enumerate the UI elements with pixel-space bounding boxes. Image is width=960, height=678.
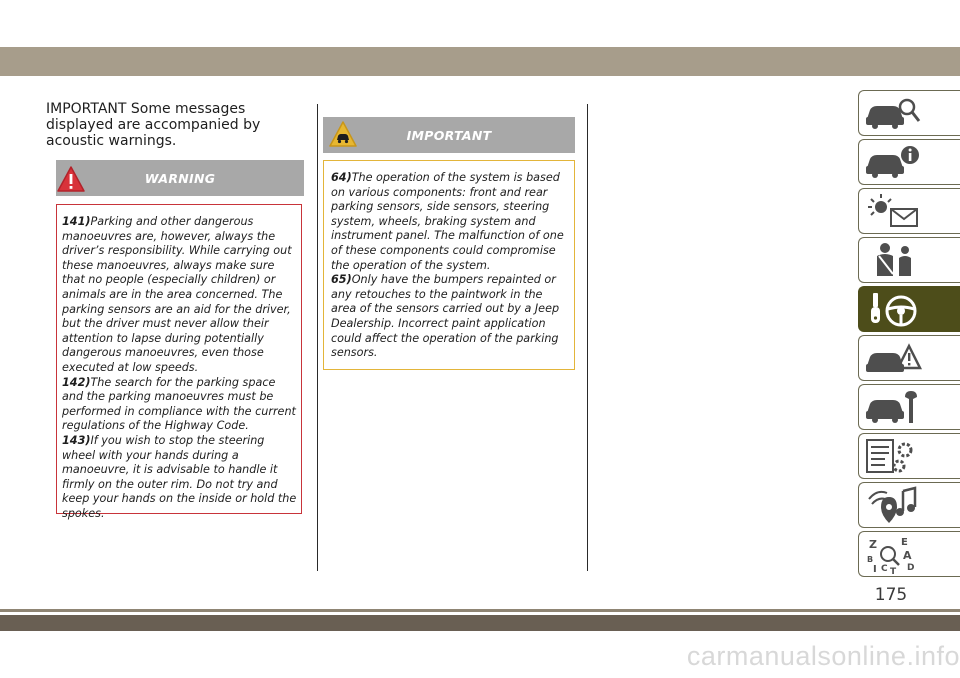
warning-title: WARNING <box>144 171 216 186</box>
intro-text: IMPORTANT Some messages displayed are accompanied by acoustic warnings. <box>46 101 261 149</box>
bottom-band-thin <box>0 609 960 612</box>
note-number: 143) <box>62 433 91 447</box>
seat-safety-icon <box>863 240 923 280</box>
alphabetical-index-icon <box>863 534 923 574</box>
tab-emergency[interactable] <box>858 335 960 381</box>
note-text: Only have the bumpers repainted or any retouches to the paintwork in the area of the sensors carried out by a Jeep Dealership. Incorrect paint application could affect the operation of the parking sensors. <box>331 273 560 360</box>
tab-starting-driving[interactable] <box>858 286 960 332</box>
bottom-band <box>0 615 960 631</box>
svg-text:T: T <box>890 567 897 574</box>
warning-light-message-icon <box>863 191 923 231</box>
note-text: Parking and other dangerous manoeuvres are, however, always the driver’s responsibility. While carrying out these manoeuvres, always make sure that no people (especially children) or animals are in the area concerned. The parking sensors are an aid for the driver, but the driver must never allow their attention to lapse during potentially dangerous manoeuvres, even those executed at low speeds. <box>62 215 292 374</box>
note-text: The search for the parking space and the parking manoeuvres must be performed in compliance with the current regulations of the Highway Code. <box>62 375 296 433</box>
warning-triangle-icon <box>56 165 86 193</box>
svg-text:A: A <box>903 549 912 562</box>
footer-site-watermark: carmanualsonline.info <box>686 641 960 671</box>
svg-text:B: B <box>867 555 874 564</box>
important-header <box>323 117 575 153</box>
svg-text:C: C <box>881 564 888 574</box>
page-number: 175 <box>874 585 908 605</box>
car-maintenance-icon <box>863 387 923 427</box>
tab-multimedia[interactable] <box>858 482 960 528</box>
important-note-64 <box>331 171 568 273</box>
car-search-icon <box>863 93 923 133</box>
warning-header <box>56 160 304 196</box>
technical-data-icon <box>863 436 923 476</box>
multimedia-icon <box>863 485 923 525</box>
note-number: 142) <box>62 375 91 389</box>
top-band <box>0 47 960 76</box>
key-steering-wheel-icon <box>863 289 923 329</box>
important-box <box>323 160 575 370</box>
warning-box <box>56 204 302 520</box>
svg-text:D: D <box>907 563 915 573</box>
svg-text:Z: Z <box>869 538 877 551</box>
column-divider-right <box>587 104 588 571</box>
tab-safety[interactable] <box>858 237 960 283</box>
important-note-65 <box>331 273 568 361</box>
note-text: The operation of the system is based on various components: front and rear parking sensors, side sensors, steering system, wheels, braking system and instrument panel. The malfunction of one of these components could compromise the operation of the system. <box>331 171 564 272</box>
warning-note-142 <box>62 376 297 434</box>
note-number: 65) <box>331 273 352 287</box>
car-info-icon <box>863 142 923 182</box>
important-title: IMPORTANT <box>406 128 492 143</box>
tab-maintenance[interactable] <box>858 384 960 430</box>
svg-text:I: I <box>873 564 877 574</box>
svg-text:E: E <box>901 537 908 548</box>
note-number: 141) <box>62 215 91 228</box>
tab-car-info[interactable] <box>858 139 960 185</box>
note-number: 64) <box>331 171 352 184</box>
warning-note-143 <box>62 434 297 522</box>
warning-note-141 <box>62 215 297 376</box>
tab-index[interactable] <box>858 531 960 577</box>
car-emergency-icon <box>863 338 923 378</box>
column-divider-left <box>317 104 318 571</box>
note-text: If you wish to stop the steering wheel with your hands during a manoeuvre, it is advisable to handle it firmly on the outer rim. Do not try and keep your hands on the inside or hold the spokes. <box>62 433 297 520</box>
car-caution-icon <box>328 120 358 148</box>
tab-technical-data[interactable] <box>858 433 960 479</box>
tab-car-search[interactable] <box>858 90 960 136</box>
tab-warning-lights[interactable] <box>858 188 960 234</box>
